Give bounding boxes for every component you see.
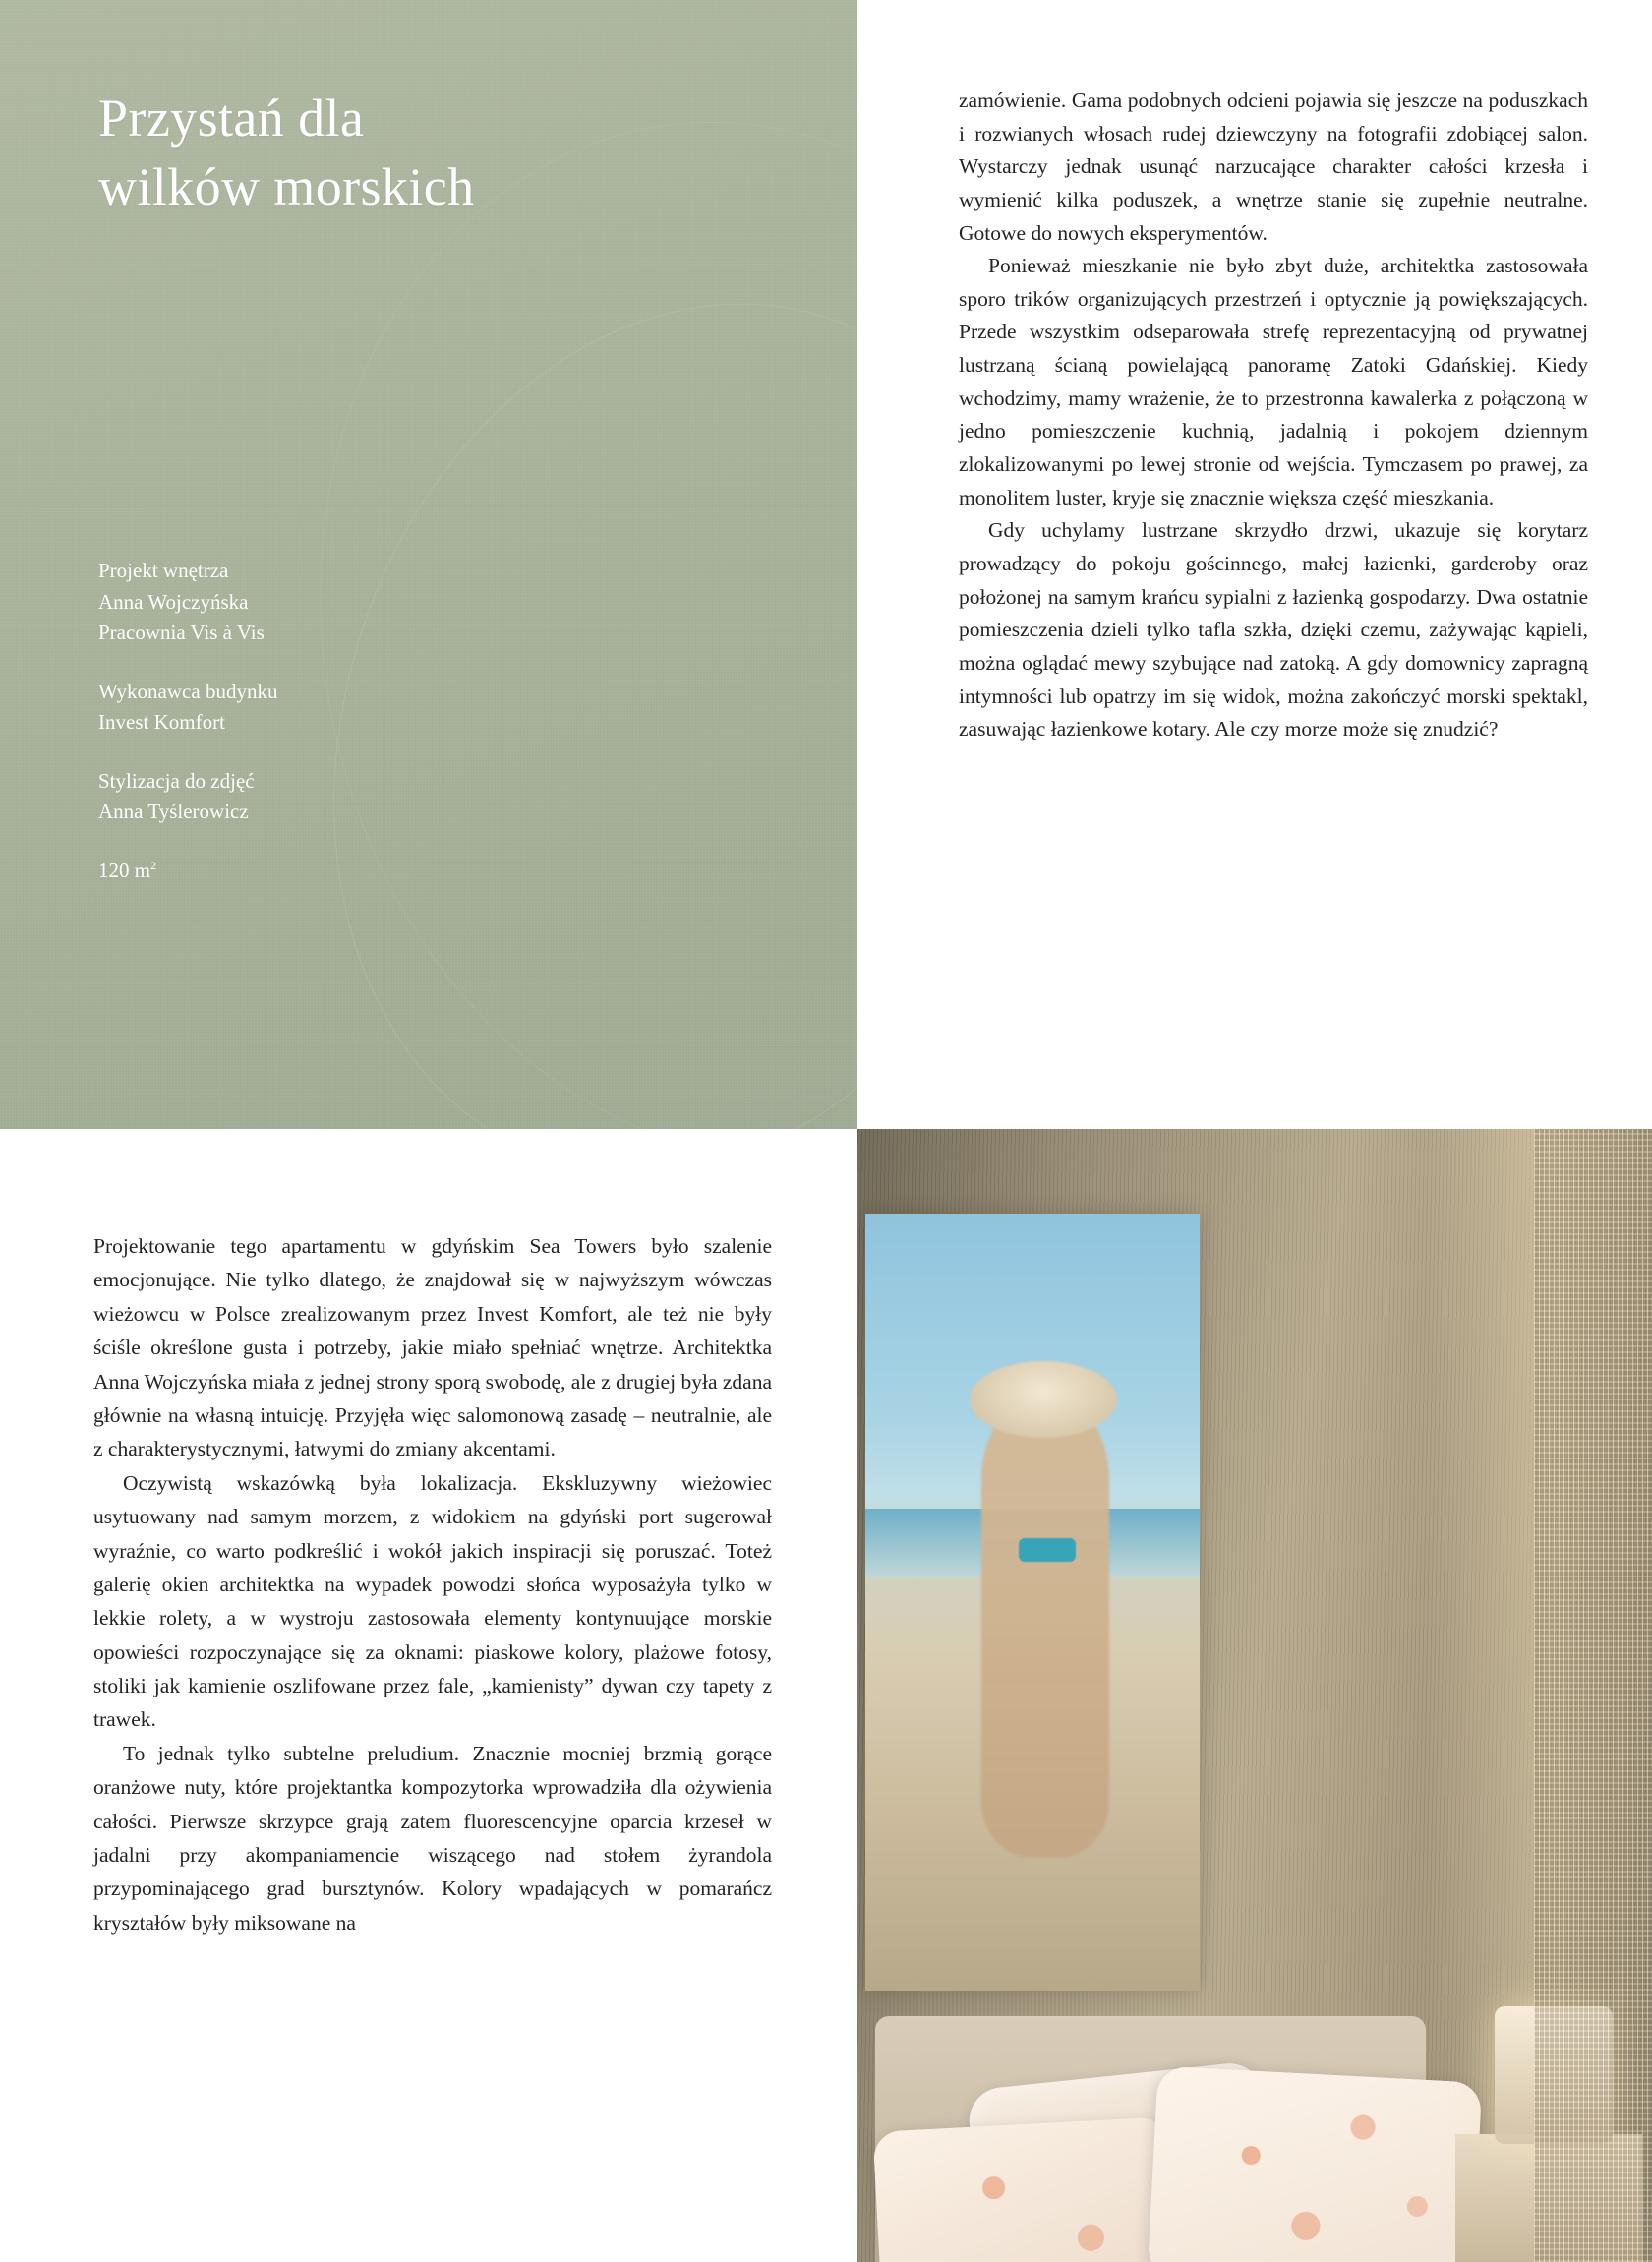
credit-design-name: Anna Wojczyńska	[98, 589, 249, 614]
credit-area-unit: 2	[150, 858, 157, 872]
body-column-top-right	[959, 85, 1588, 746]
credit-styling-label: Stylizacja do zdjęć	[98, 768, 255, 793]
page-title-line1: Przystań dla	[98, 89, 365, 148]
credit-builder-label: Wykonawca budynku	[98, 679, 278, 703]
credit-interior-design	[98, 556, 708, 649]
paragraph: Projektowanie tego apartamentu w gdyńskim Sea Towers było szalenie emocjonujące. Nie tylko dlatego, że znajdował się w najwyższym wówczas wieżowcu w Polsce zrealizowanym przez Invest Komfort, ale też nie były ściśle określone gusta i potrzeby, jakie miało spełniać wnętrze. Architektka Anna Wojczyńska miała z jednej strony sporą swobodę, ale z drugiej była zdana głównie na własną intuicję. Przyjęła więc salomonową zasadę – neutralnie, ale z charakterystycznymi, łatwymi do zmiany akcentami.	[93, 1234, 772, 1461]
paragraph: To jednak tylko subtelne preludium. Znacznie mocniej brzmią gorące oranżowe nuty, które projektantka kompozytorka wprowadziła dla ożywienia całości. Pierwsze skrzypce grają zatem fluorescencyjne oparcia krzeseł w jadalni przy akompaniamencie wiszącego nad stołem żyrandola przypominającego grad bursztynów. Kolory wpadających w pomarańcz kryształów były miksowane na	[93, 1741, 772, 1935]
paragraph: Oczywistą wskazówką była lokalizacja. Ekskluzywny wieżowiec usytuowany nad samym morzem, z widokiem na gdyński port sugerował wyraźnie, co warto podkreślić i wokół jakich inspiracji się poruszać. Toteż galerię okien architektka na wypadek powodzi słońca wyposażyła tylko w lekkie rolety, a w wystroju zastosowała elementy kontynuujące morskie opowieści rozpoczynające się za oknami: piaskowe kolory, plażowe fotosy, stoliki jak kamienie oszlifowane przez fale, „kamienisty” dywan czy tapety z trawek.	[93, 1470, 772, 1732]
title-panel	[0, 0, 857, 1129]
credit-builder	[98, 677, 708, 739]
paragraph: zamówienie. Gama podobnych odcieni pojawia się jeszcze na poduszkach i rozwianych włosach rudej dziewczyny na fotografii zdobiącej salon. Wystarczy jednak usunąć narzucające charakter całości krzesła i wymienić kilka poduszek, a wnętrze stanie się zupełnie neutralne. Gotowe do nowych eksperymentów.	[959, 89, 1588, 245]
beach-photo-artwork	[865, 1214, 1200, 1991]
credit-styling	[98, 766, 708, 828]
paragraph: Gdy uchylamy lustrzane skrzydło drzwi, ukazuje się korytarz prowadzący do pokoju gościnnego, małej łazienki, garderoby oraz położonej na samym krańcu sypialni z łazienką gospodarzy. Dwa ostatnie pomieszczenia dzieli tylko tafla szkła, dzięki czemu, zażywając kąpieli, można oglądać mewy szybujące nad zatoką. A gdy domownicy zapragną intymności lub opatrzy im się widok, można zakończyć morski spektakl, zasuwając łazienkowe kotary. Ale czy morze może się znudzić?	[959, 518, 1588, 742]
credit-builder-name: Invest Komfort	[98, 710, 225, 734]
pillow-patterned-right	[1148, 2066, 1483, 2262]
credit-area	[98, 856, 708, 887]
pillow-patterned-left	[872, 2116, 1176, 2262]
artwork-figure	[981, 1396, 1109, 1858]
interior-photograph	[857, 1129, 1652, 2262]
credit-design-studio: Pracownia Vis à Vis	[98, 621, 265, 644]
page-title	[98, 84, 787, 221]
credit-styling-name: Anna Tyślerowicz	[98, 800, 249, 823]
credit-design-label: Projekt wnętrza	[98, 559, 229, 582]
beaded-curtain	[1534, 1129, 1652, 2262]
paragraph: Ponieważ mieszkanie nie było zbyt duże, architektka zastosowała sporo trików organizujących przestrzeń i optycznie ją powiększających. Przede wszystkim odseparowała strefę reprezentacyjną od prywatnej lustrzaną ścianą powielającą panoramę Zatoki Gdańskiej. Kiedy wchodzimy, mamy wrażenie, że to przestronna kawalerka z połączoną w jedno pomieszczenie kuchnią, jadalnią i pokojem dziennym zlokalizowanymi po lewej stronie od wejścia. Tymczasem po prawej, za monolitem luster, kryje się znacznie większa część mieszkania.	[959, 254, 1588, 509]
page-title-line2: wilków morskich	[98, 157, 475, 217]
body-column-bottom-left	[93, 1229, 772, 1939]
artwork-sunhat	[970, 1361, 1117, 1438]
credit-area-value: 120 m	[98, 858, 151, 882]
artwork-bikini	[1019, 1538, 1076, 1562]
credits-block	[98, 556, 708, 886]
